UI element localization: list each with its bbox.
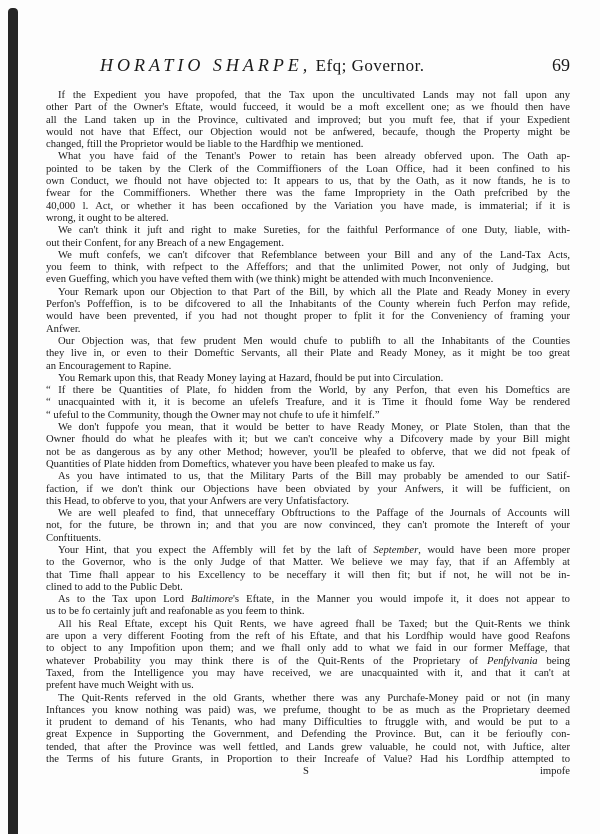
text-line: to object to any Impofition upon them; and we fhall only add to what we faid in our former Meffage, that [46, 643, 570, 655]
text-line: As you have intimated to us, that the Military Parts of the Bill may probably be amended to our Satif- [58, 471, 570, 483]
text-line: Your Hint, that you expect the Affembly will fet by the laft of September, would have been more proper [58, 544, 570, 556]
book-binding-edge [8, 8, 18, 834]
text-line: other Part of the Owner's Eftate, would fucceed, it would be a moft excellent one; as we fhould then have [46, 102, 570, 114]
text-line: not be as dangerous as by any other Method; however, you'll be pleafed to obferve, that we did not fpeak of [46, 446, 570, 458]
paragraph [46, 508, 570, 545]
text-line: faction, if we don't think our Objections have been obviated by your Anfwers, it will be fufficient, on [46, 483, 570, 495]
text-line: We are well pleafed to find, that unneceffary Obftructions to the Paffage of the Journals of Accounts will [58, 508, 570, 520]
text-line: Anfwer. [46, 323, 81, 335]
paragraph [46, 287, 570, 336]
text-line: out their Confent, for any Breach of a new Engagement. [46, 237, 284, 249]
italic-word: Penfylvania [486, 655, 538, 667]
text-line: it prudent to demand of his Tenants, who had many Difficulties to ftruggle with, and would be put to a [46, 717, 570, 729]
paragraph [46, 619, 570, 693]
text-line: all the Land taken up in the Province, cultivated and improved; but you muft fee, that if your Expedient [46, 114, 570, 126]
paragraph [46, 90, 570, 151]
text-line: they live in, or even to their Domeftic Servants, all their Plate and Ready Money, as it might be too great [46, 348, 570, 360]
text-line: We can't think it juft and right to make Sureties, for the faithful Performance of one Duty, liable, with- [58, 225, 570, 237]
text-line: If the Expedient you have propofed, that the Tax upon the uncultivated Lands may not fall upon any [58, 90, 570, 101]
text-line: prefent have much Weight with us. [46, 680, 194, 692]
text-line: are upon a very different Footing from the reft of his Eftate, and that his Lordfhip would have good Reafons [46, 631, 570, 643]
text-line: As to the Tax upon Lord Baltimore's Eftate, in the Manner you would impofe it, it does not appear to [58, 594, 570, 606]
header-name: HORATIO SHARPE, [100, 55, 312, 75]
text-line: to the Governor, who is the only Judge of that Matter. We believe we may fay, that if an Affembly at [46, 557, 570, 569]
text-line: All his Real Eftate, except his Quit Rents, we have agreed fhall be Taxed; but the Quit-Rents we think [58, 618, 570, 630]
signature-mark: S [303, 766, 309, 777]
text-line: own Conduct, we fhould not have objected to: It appears to us, that by the Oath, as it now ftands, he is to [46, 176, 570, 188]
text-line: 40,000 l. Act, or whether it has been occafioned by the Variation you have made, is immaterial; if it is [46, 200, 570, 212]
text-line: Conftituents. [46, 532, 102, 544]
text-line: wrong, it ought to be altered. [46, 212, 169, 224]
paragraph [46, 373, 570, 385]
paragraph [46, 422, 570, 471]
italic-word: Baltimore [191, 594, 234, 606]
text-line: that Time fhall appear to his Excellency to be neceffary it will then fit; but if not, he will not be in- [46, 569, 570, 581]
paragraph [46, 250, 570, 287]
text-line: We muft confefs, we can't difcover that Refemblance between your Bill and any of the Land-Tax Acts, [58, 249, 570, 261]
page-footer [46, 766, 570, 780]
text-line: would have been prevented, if you had not thought proper to fplit it for the Conveniency of framing your [46, 311, 570, 323]
text-line: this Head, to obferve to you, that your Anfwers are very Unfatisfactory. [46, 495, 349, 507]
text-line: “ If there be Quantities of Plate, fo hidden from the World, by any Perfon, that even his Domeftics are [46, 385, 570, 397]
page-number: 69 [552, 55, 570, 75]
text-line: Owner fhould do what he pleafes with it; but we can't conceive why a Difcovery made by your Bill might [46, 434, 570, 446]
page-body-text [46, 90, 570, 766]
text-line: an Encouragement to Rapine. [46, 360, 172, 372]
paragraph [46, 336, 570, 373]
running-header [100, 55, 570, 79]
text-line: you feem to think, with refpect to the Affeffors; and that the unlimited Power, not only of Judging, but [46, 262, 570, 274]
text-line: Inftances you know nothing was paid) was, we prefume, thought to be as much as the Proprietary deemed [46, 704, 570, 716]
paragraph [46, 594, 570, 619]
text-line: The Quit-Rents referved in the old Grants, whether there was any Purchafe-Money paid or not (in many [58, 692, 570, 704]
text-line: Perfon's Poffeffion, is to be difcovered to all the Inhabitants of the County wherein fuch Perfon may refide, [46, 299, 570, 311]
text-line: tended, that after the Province was well fettled, and Lands grew valuable, he could not, with Juftice, alter [46, 741, 570, 753]
italic-word: September [373, 544, 419, 556]
text-line: “ ufeful to the Community, though the Owner may not chufe to ufe it himfelf.” [46, 409, 380, 421]
text-line: pointed to be taken by the Clerk of the Commiffioners of the Loan Office, had it been confined to his [46, 163, 570, 175]
text-line: changed, ftill the Proprietor would be liable to the Hardfhip we mentioned. [46, 139, 364, 151]
text-line: Quantities of Plate hidden from Domeftics, whatever you have been pleafed to make us fay. [46, 458, 435, 470]
text-line: You Remark upon this, that Ready Money laying at Hazard, fhould be put into Circulation. [58, 372, 444, 384]
text-line: great Expence in Supporting the Government, and Defending the Province. But, can it be ferioufly con- [46, 729, 570, 741]
text-line: fwear for the Commiffioners. Whether there was the fame Impropriety in the Oath prefcribed by the [46, 188, 570, 200]
text-line: us to be fo certainly juft and reafonable as you feem to think. [46, 606, 305, 618]
catchword: impofe [539, 766, 570, 777]
text-line: We don't fuppofe you mean, that it would be better to have Ready Money, or Plate Stolen, than that the [58, 422, 570, 434]
text-line: even Gueffing, which you have vefted them with (we think) might be attended with much Inconvenience. [46, 274, 494, 286]
text-line: What you have faid of the Tenant's Power to retain has been already obferved upon. The Oath ap- [58, 151, 570, 163]
paragraph [46, 545, 570, 594]
text-line: Taxed, from the Intelligence you may have received, we are unacquainted with it, and that it can't at [46, 667, 570, 679]
text-line: would not have that Effect, our Objection would not be anfwered, becaufe, though the Property might be [46, 126, 570, 138]
text-line: whatever Probability you may think there is of the Quit-Rents of the Proprietary of Penfylvania being [46, 655, 571, 667]
text-line: Our Objection was, that few prudent Men would chufe to publifh to all the Inhabitants of the Counties [58, 335, 570, 347]
text-line: not, for the future, be thrown in; and that you are now convinced, they can't promote the Intereft of your [46, 520, 570, 532]
text-line: “ unacquainted with it, it is become an ufelefs Treafure, and it is Time it fhould fome Way be rendered [46, 397, 570, 409]
paragraph [46, 225, 570, 250]
text-line: Your Remark upon our Objection to that Part of the Bill, by which all the Plate and Ready Money in every [58, 286, 570, 298]
paragraph [46, 471, 570, 508]
text-line: the Terms of his future Grants, in Proportion to their Increafe of Value? Had his Lordfhip attempted to [46, 754, 570, 766]
paragraph [46, 693, 570, 767]
header-title: Efq; Governor. [315, 56, 425, 75]
paragraph [46, 385, 570, 422]
paragraph [46, 151, 570, 225]
text-line: clined to add to the Public Debt. [46, 581, 183, 593]
